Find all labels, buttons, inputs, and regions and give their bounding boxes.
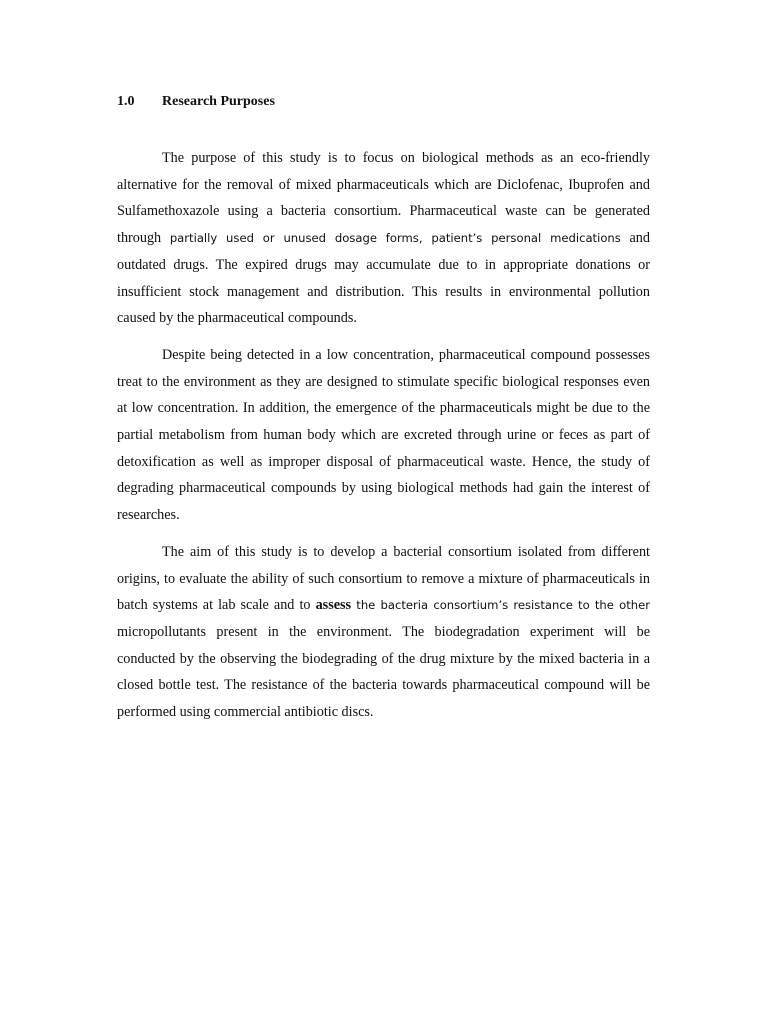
- paragraph-purpose: [117, 145, 650, 332]
- section-number: 1.0: [117, 94, 135, 109]
- paragraph-aim-text-3: micropollutants present in the environment. The biodegradation experiment will be conducted by the observing the biodegrading of the drug mixture by the mixed bacteria in a closed bottle test. The resistance of the bacteria towards pharmaceutical compound will be performed using commercial antibiotic discs.: [117, 623, 650, 721]
- section-heading: [117, 93, 275, 111]
- section-title: Research Purposes: [162, 94, 275, 109]
- paragraph-aim-text-2: the bacteria consortium’s resistance to the other: [351, 598, 650, 613]
- section-body: [117, 145, 650, 736]
- paragraph-purpose-text-2: partially used or unused dosage forms, patient’s personal medications: [169, 231, 621, 246]
- paragraph-aim-bold-word: assess: [315, 597, 352, 614]
- paragraph-purpose-text-1: The purpose of this study is to focus on biological methods as an eco-friendly alternative for the removal of mixed pharmaceuticals which are Diclofenac, Ibuprofen and Sulfamethoxazole using a bacteria consortium. Pharmaceutical waste can be generated through: [117, 150, 650, 247]
- paragraph-concentration: Despite being detected in a low concentration, pharmaceutical compound possesses treat to the environment as they are designed to stimulate specific biological responses even at low concentration. In addition, the emergence of the pharmaceuticals might be due to the partial metabolism from human body which are excreted through urine or feces as part of detoxification as well as improper disposal of pharmaceutical waste. Hence, the study of degrading pharmaceutical compounds by using biological methods had gain the interest of researches.: [117, 346, 650, 524]
- paragraph-aim: [117, 539, 650, 726]
- paragraph-aim-text-1: The aim of this study is to develop a bacterial consortium isolated from different origins, to evaluate the ability of such consortium to remove a mixture of pharmaceuticals in batch systems at lab scale and to: [117, 543, 650, 614]
- paragraph-purpose-text-3: and outdated drugs. The expired drugs may accumulate due to in appropriate donations or insufficient stock management and distribution. This results in environmental pollution caused by the pharmaceutical compounds.: [117, 230, 650, 327]
